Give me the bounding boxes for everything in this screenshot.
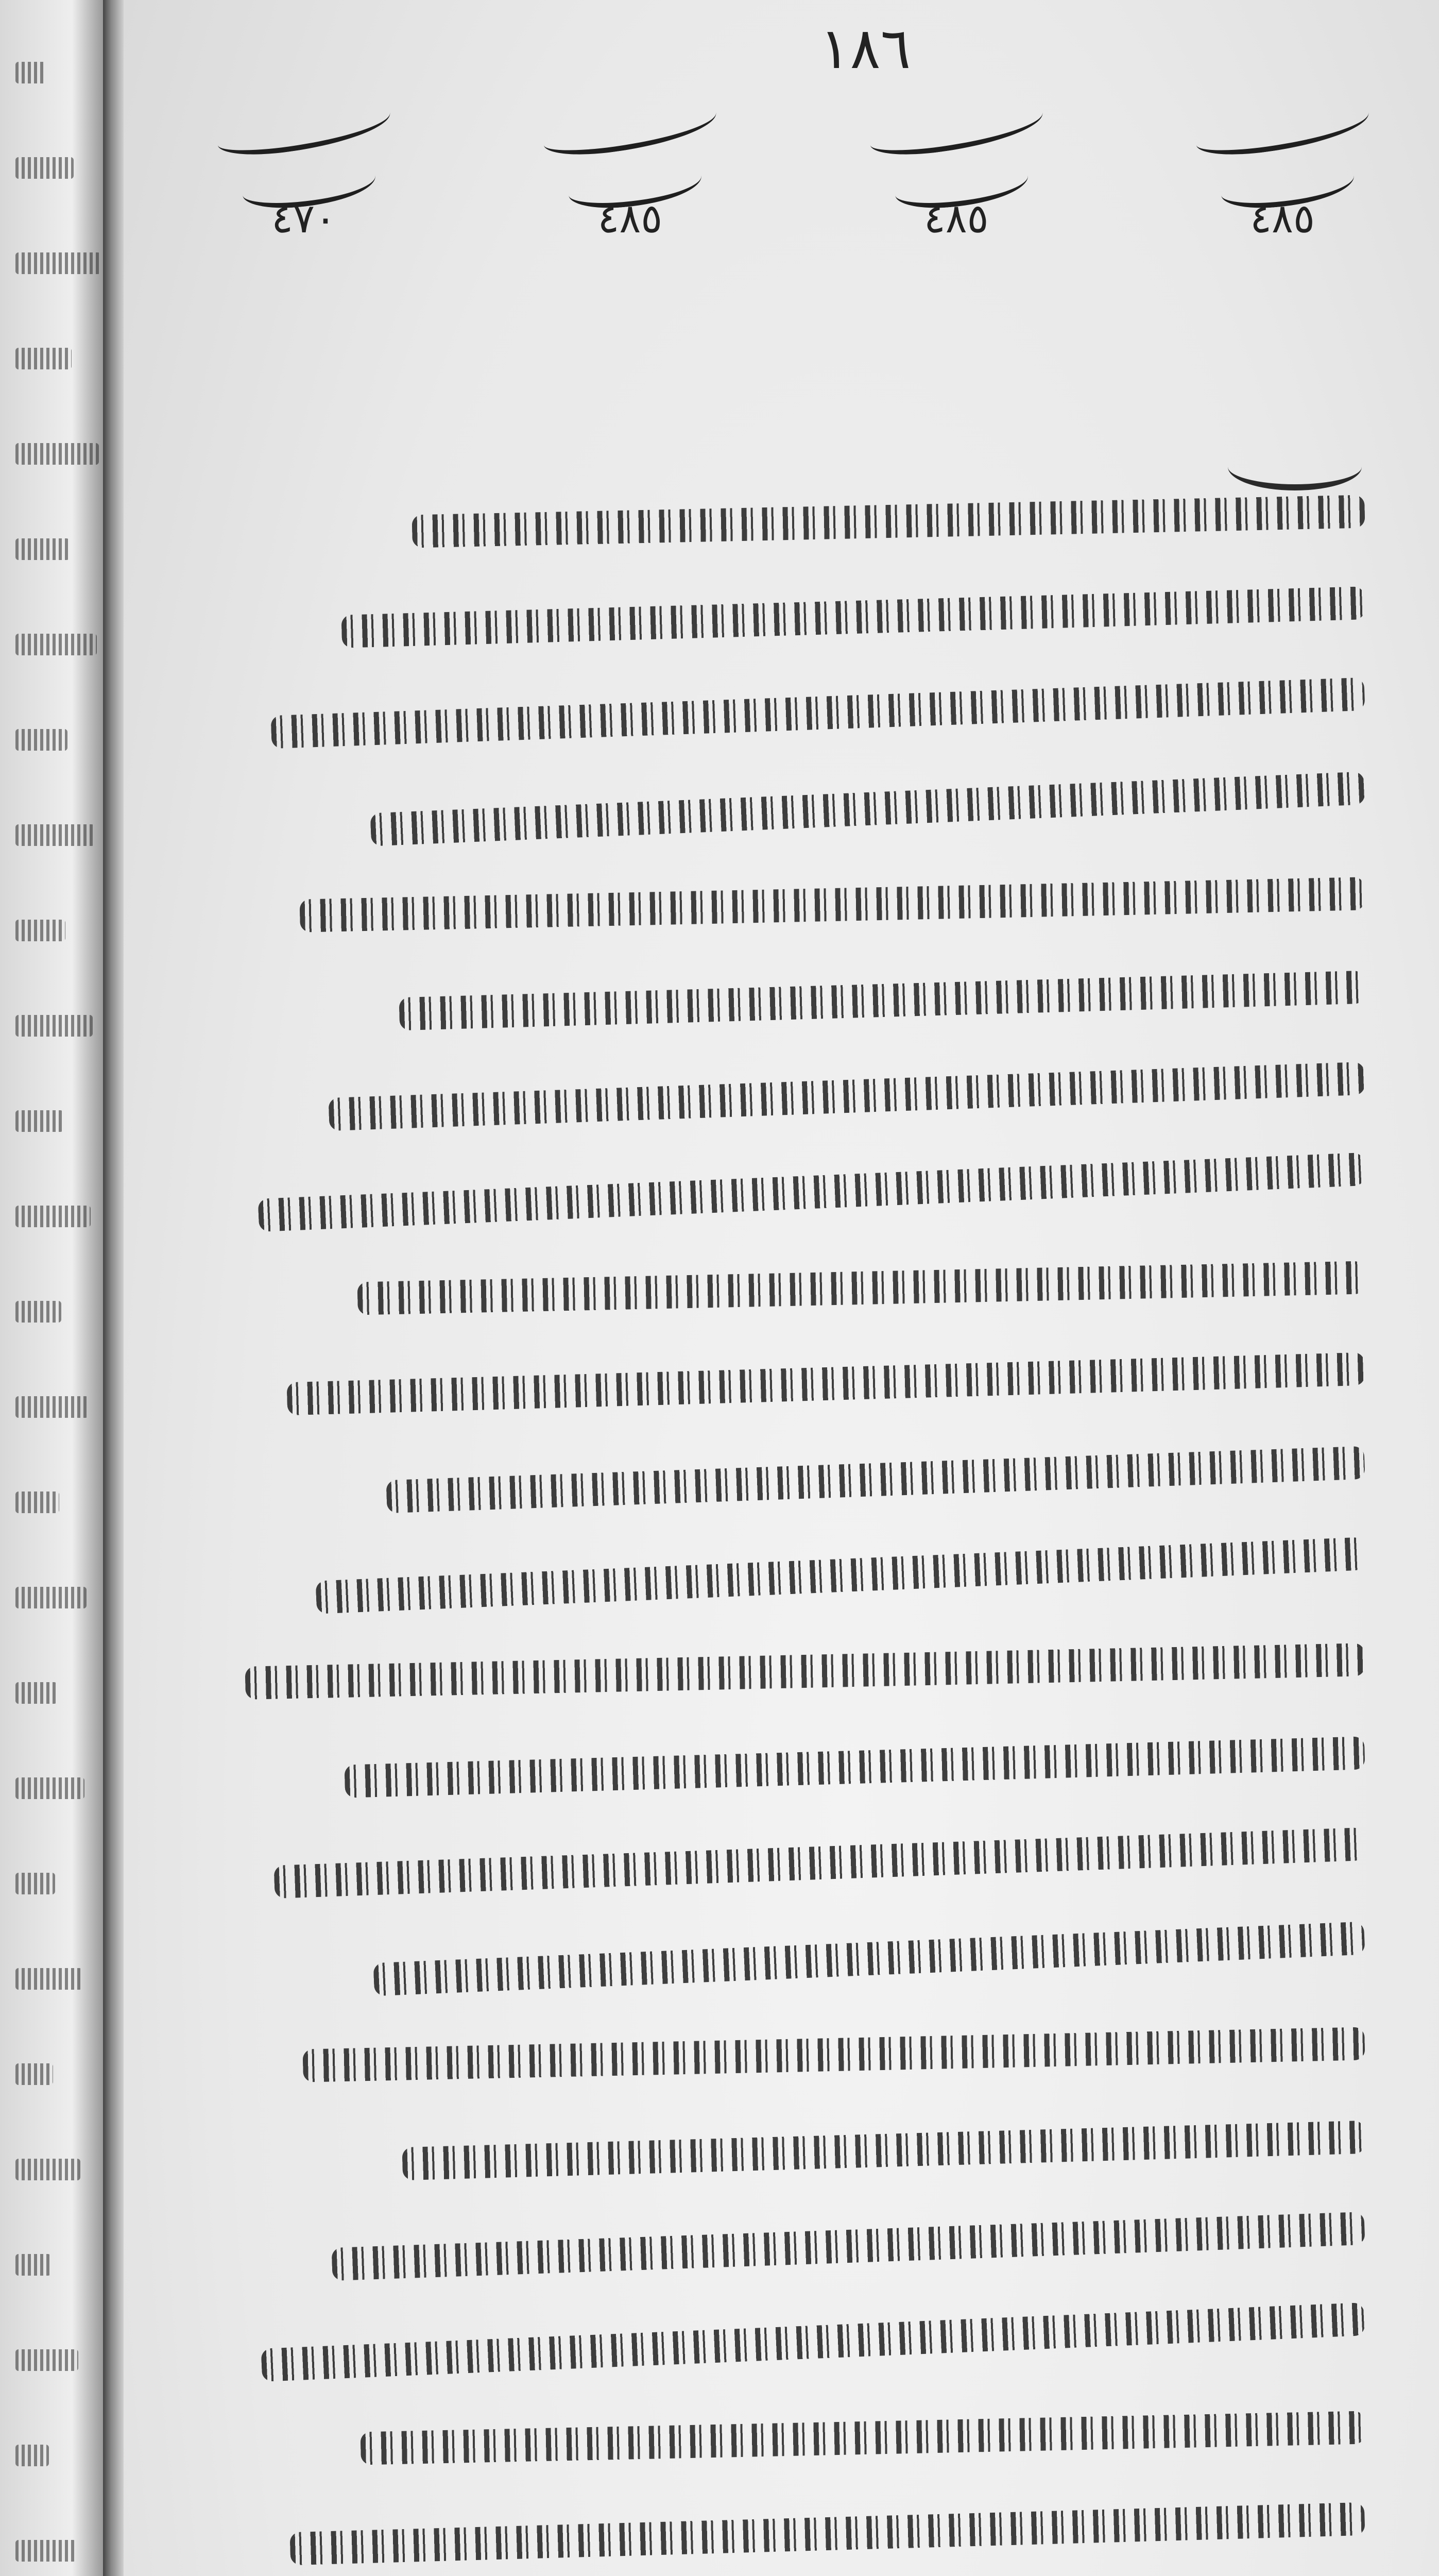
adjacent-page-line bbox=[15, 157, 74, 179]
document-heading-scrawl bbox=[1228, 443, 1362, 490]
adjacent-page-line bbox=[15, 538, 70, 560]
adjacent-page-line bbox=[15, 2063, 53, 2085]
handwritten-line bbox=[271, 677, 1365, 749]
adjacent-page-line bbox=[15, 1968, 82, 1990]
adjacent-page-line bbox=[15, 2159, 80, 2180]
adjacent-page-line bbox=[15, 348, 72, 369]
handwritten-line bbox=[412, 495, 1365, 548]
header-number: ٤٨٥ bbox=[923, 196, 989, 242]
adjacent-page-line bbox=[15, 729, 67, 751]
handwritten-line bbox=[331, 2212, 1365, 2281]
manuscript-page bbox=[124, 0, 1439, 2576]
handwritten-line bbox=[386, 1446, 1365, 1513]
handwritten-line bbox=[341, 586, 1365, 648]
adjacent-page-line bbox=[15, 1587, 87, 1608]
adjacent-page-line bbox=[15, 252, 101, 274]
handwritten-line bbox=[344, 1736, 1365, 1798]
adjacent-page-line bbox=[15, 1682, 57, 1704]
adjacent-page-line bbox=[15, 1396, 89, 1418]
folio-number: ١٨٦ bbox=[819, 15, 911, 81]
adjacent-page-line bbox=[15, 443, 99, 465]
adjacent-page-line bbox=[15, 2540, 76, 2562]
adjacent-page-line bbox=[15, 634, 97, 655]
header-entry bbox=[1185, 88, 1380, 258]
handwritten-line bbox=[370, 772, 1365, 846]
handwritten-line bbox=[261, 2302, 1365, 2382]
handwritten-line bbox=[258, 1153, 1365, 1232]
header-number: ٤٧٠ bbox=[271, 196, 336, 242]
handwritten-line bbox=[274, 1827, 1365, 1899]
adjacent-page-line bbox=[15, 1206, 91, 1227]
signature-scrawl bbox=[540, 96, 720, 162]
adjacent-page-line bbox=[15, 1492, 59, 1513]
handwritten-line bbox=[357, 1261, 1365, 1315]
handwritten-line bbox=[245, 1643, 1365, 1700]
handwritten-line bbox=[373, 1922, 1365, 1996]
signature-scrawl bbox=[867, 96, 1046, 162]
header-entry bbox=[859, 88, 1054, 258]
handwritten-text-block bbox=[232, 505, 1365, 2576]
handwritten-line bbox=[328, 1062, 1365, 1131]
book-binding bbox=[103, 0, 124, 2576]
handwritten-line bbox=[402, 2121, 1365, 2180]
adjacent-page-line bbox=[15, 920, 65, 941]
handwritten-line bbox=[290, 2502, 1365, 2565]
handwritten-line bbox=[361, 2411, 1365, 2465]
header-number: ٤٨٥ bbox=[597, 196, 663, 242]
handwritten-line bbox=[316, 1537, 1365, 1614]
adjacent-page-line bbox=[15, 1110, 63, 1132]
adjacent-page-line bbox=[15, 1777, 84, 1799]
handwritten-line bbox=[287, 1352, 1365, 1415]
signature-scrawl bbox=[214, 96, 393, 162]
adjacent-page-line bbox=[15, 2254, 51, 2276]
adjacent-page-line bbox=[15, 1015, 93, 1037]
header-signatures bbox=[206, 88, 1380, 258]
header-number: ٤٨٥ bbox=[1250, 196, 1315, 242]
adjacent-page-line bbox=[15, 1873, 55, 1894]
header-entry bbox=[532, 88, 728, 258]
adjacent-page-line bbox=[15, 2445, 49, 2466]
signature-scrawl bbox=[1193, 96, 1372, 162]
header-entry bbox=[206, 88, 402, 258]
handwritten-line bbox=[303, 2027, 1365, 2082]
handwritten-line bbox=[399, 971, 1365, 1030]
adjacent-page-line bbox=[15, 1301, 61, 1323]
handwritten-line bbox=[300, 877, 1365, 932]
adjacent-page-strip bbox=[0, 0, 103, 2576]
adjacent-page-line bbox=[15, 62, 46, 83]
adjacent-page-line bbox=[15, 824, 95, 846]
adjacent-page-line bbox=[15, 2349, 78, 2371]
